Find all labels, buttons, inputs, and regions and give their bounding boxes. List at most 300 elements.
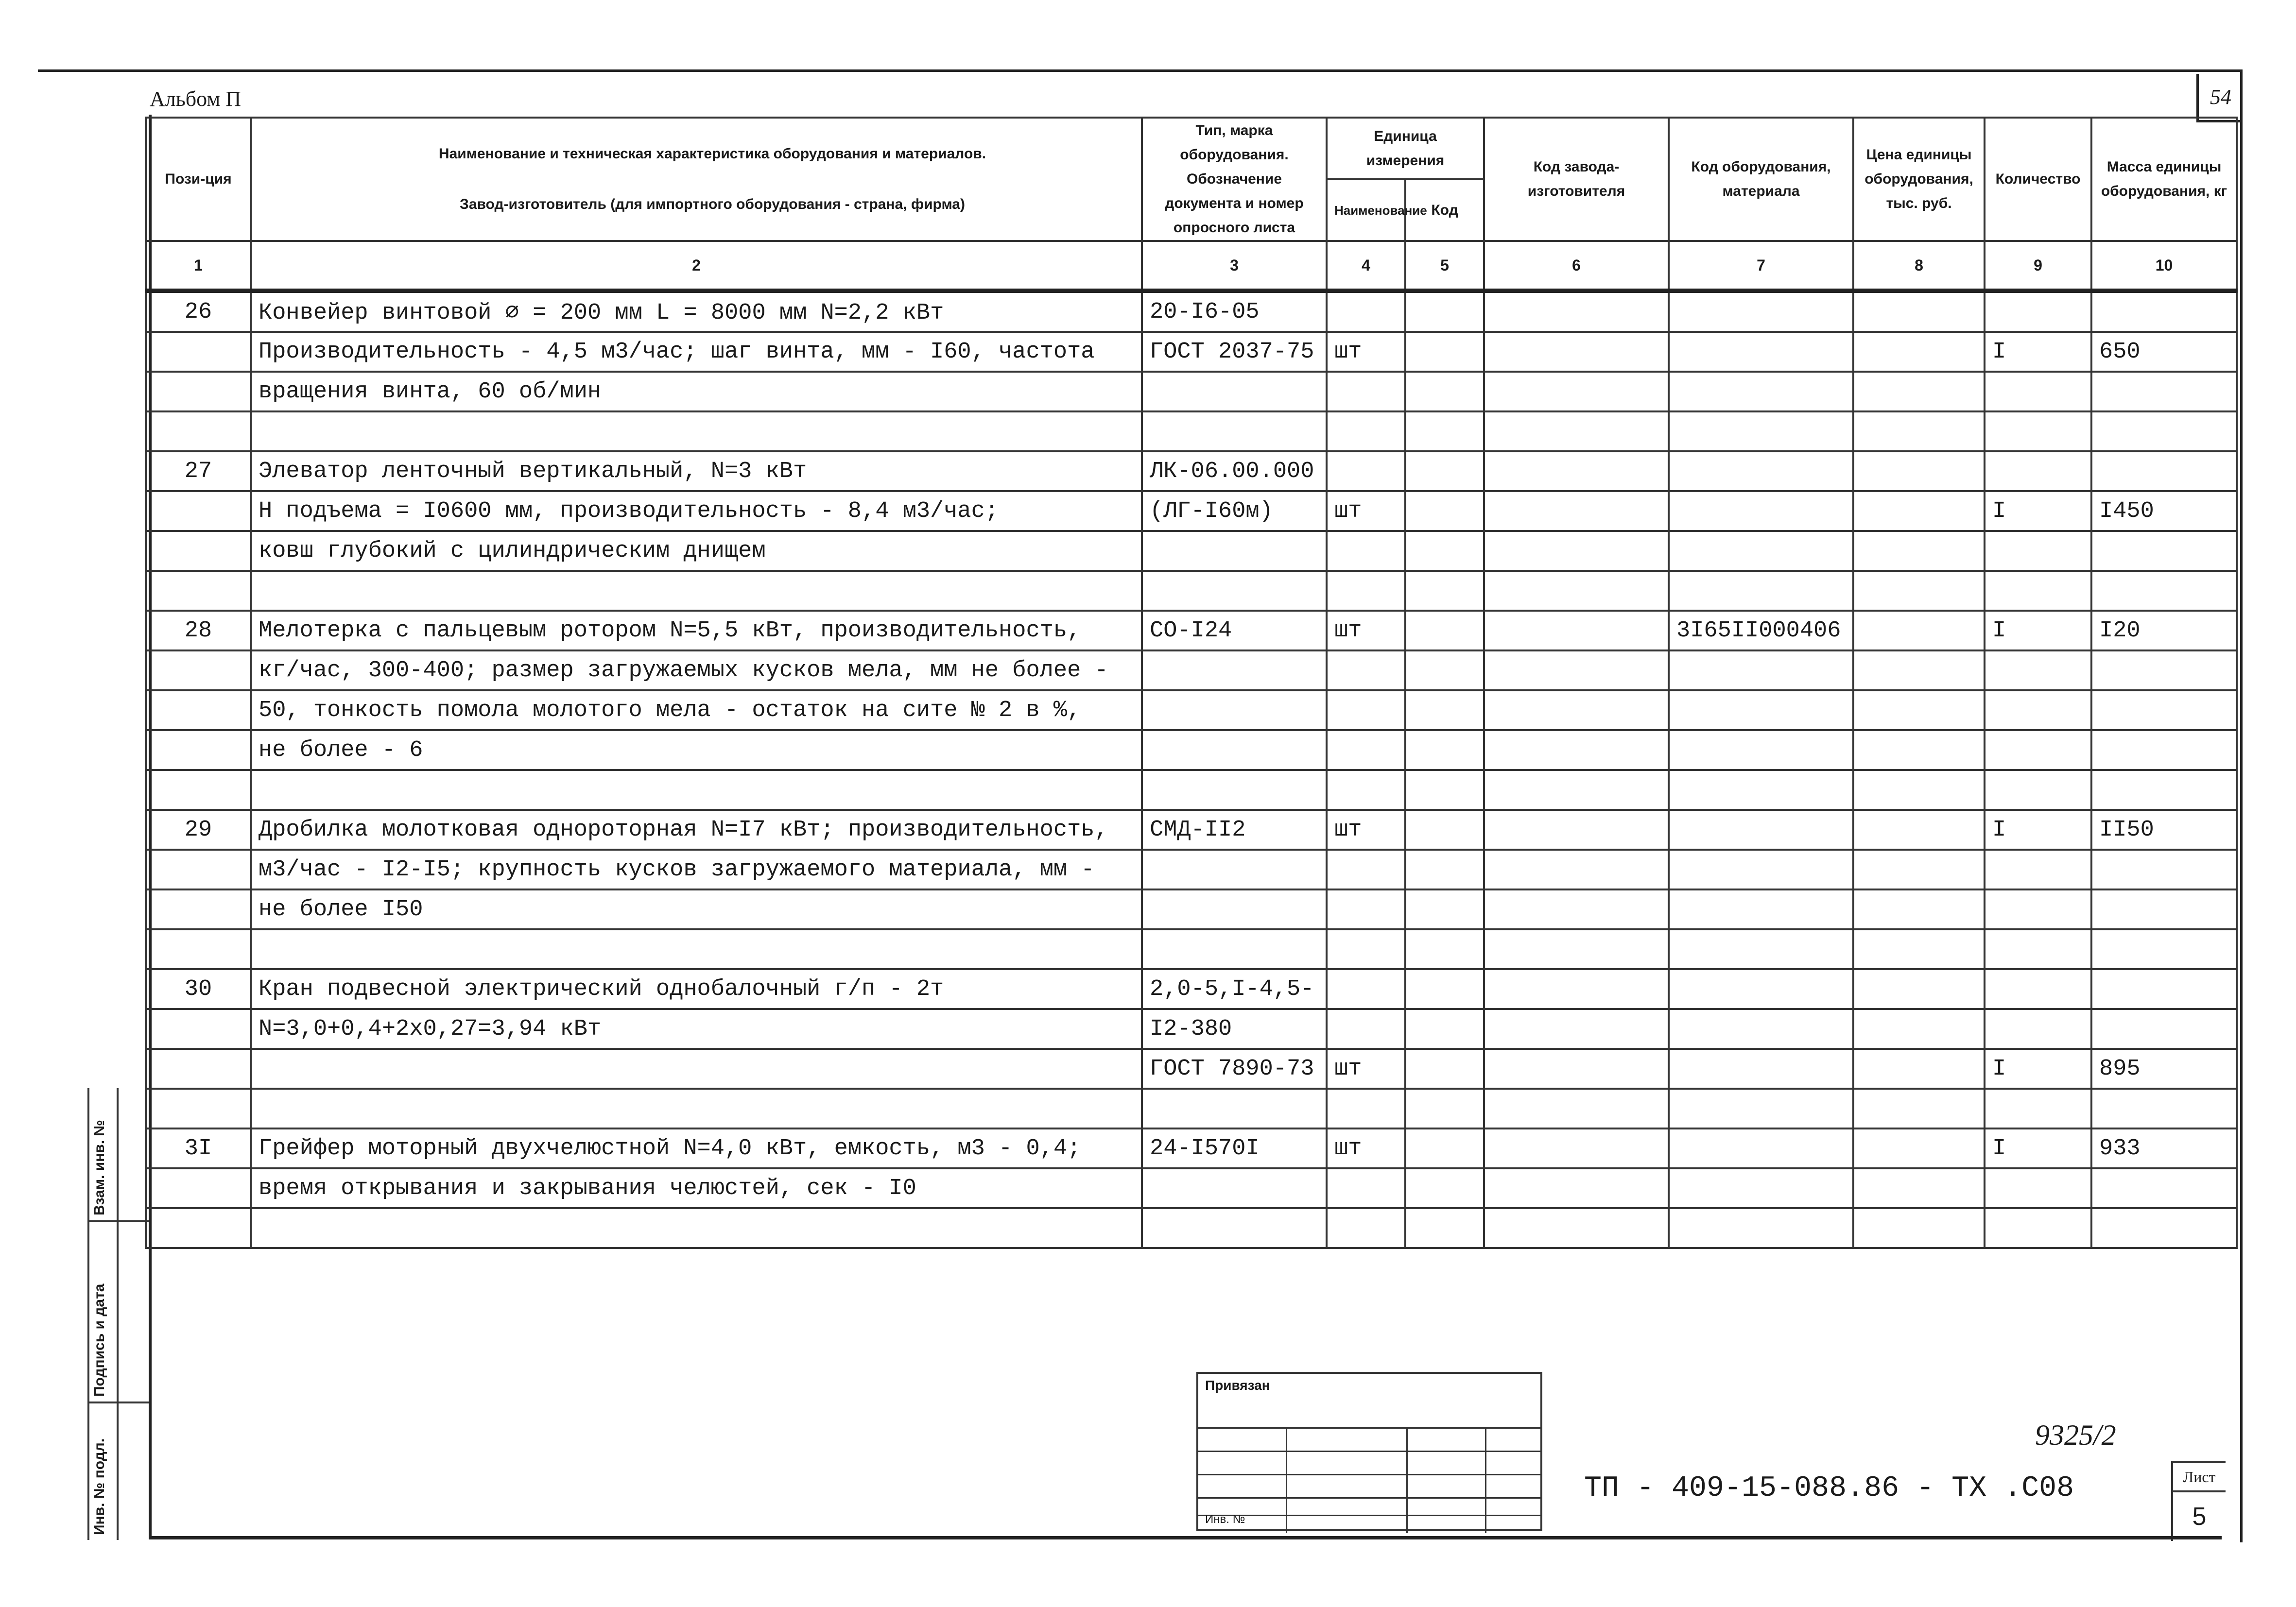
- sidebar-divider: [87, 1402, 149, 1403]
- cell-pos: [146, 332, 251, 372]
- cell-unit: шт: [1327, 1128, 1405, 1168]
- cell-code7: [1669, 491, 1853, 531]
- cell-name: Кран подвесной электрический однобалочный г/п - 2т: [251, 969, 1142, 1009]
- cell-price: [1853, 770, 1985, 810]
- table-row: [146, 372, 2237, 411]
- cell-type: [1142, 1089, 1327, 1128]
- cell-code6: [1484, 850, 1669, 889]
- column-number-row: [146, 241, 2237, 291]
- col-num: 2: [251, 241, 1142, 291]
- stamp-label: Привязан: [1205, 1378, 1270, 1393]
- cell-unit: [1327, 451, 1405, 491]
- cell-mass: 895: [2091, 1049, 2237, 1089]
- cell-type: СМД-II2: [1142, 810, 1327, 850]
- cell-mass: [2091, 650, 2237, 690]
- project-code: 9325/2: [2035, 1419, 2116, 1451]
- cell-type: 24-I570I: [1142, 1128, 1327, 1168]
- cell-code6: [1484, 690, 1669, 730]
- cell-pos: 26: [146, 291, 251, 332]
- table-row: [146, 730, 2237, 770]
- cell-type: СО-I24: [1142, 611, 1327, 650]
- cell-code6: [1484, 889, 1669, 929]
- header-mass: Масса единицы оборудования, кг: [2091, 118, 2237, 241]
- cell-code6: [1484, 650, 1669, 690]
- table-row: [146, 531, 2237, 571]
- cell-name: время открывания и закрывания челюстей, сек - I0: [251, 1168, 1142, 1208]
- cell-pos: [146, 491, 251, 531]
- table-row: [146, 451, 2237, 491]
- cell-type: [1142, 1208, 1327, 1248]
- cell-price: [1853, 929, 1985, 969]
- cell-qty: [1985, 1208, 2091, 1248]
- cell-code7: [1669, 810, 1853, 850]
- table-body: [146, 291, 2237, 1248]
- cell-code6: [1484, 411, 1669, 451]
- cell-name: Элеватор ленточный вертикальный, N=3 кВт: [251, 451, 1142, 491]
- cell-qty: I: [1985, 491, 2091, 531]
- header-qty: Количество: [1985, 118, 2091, 241]
- table-row: [146, 889, 2237, 929]
- cell-code5: [1405, 1009, 1484, 1049]
- cell-price: [1853, 372, 1985, 411]
- cell-name: не более I50: [251, 889, 1142, 929]
- table-row: [146, 332, 2237, 372]
- cell-code6: [1484, 1128, 1669, 1168]
- cell-name: [251, 1049, 1142, 1089]
- cell-type: [1142, 929, 1327, 969]
- cell-code7: [1669, 969, 1853, 1009]
- cell-type: [1142, 1168, 1327, 1208]
- table-row: [146, 571, 2237, 611]
- cell-code5: [1405, 571, 1484, 611]
- cell-code5: [1405, 650, 1484, 690]
- cell-code7: [1669, 1089, 1853, 1128]
- cell-unit: шт: [1327, 491, 1405, 531]
- cell-unit: [1327, 1089, 1405, 1128]
- cell-type: [1142, 730, 1327, 770]
- header-unit-code: Код: [1405, 179, 1484, 241]
- cell-pos: [146, 1009, 251, 1049]
- cell-type: [1142, 650, 1327, 690]
- cell-code6: [1484, 491, 1669, 531]
- cell-qty: I: [1985, 1049, 2091, 1089]
- table-row: [146, 1168, 2237, 1208]
- cell-code5: [1405, 451, 1484, 491]
- cell-name: Производительность - 4,5 м3/час; шаг винта, мм - I60, частота: [251, 332, 1142, 372]
- cell-unit: [1327, 929, 1405, 969]
- cell-price: [1853, 889, 1985, 929]
- cell-name: [251, 571, 1142, 611]
- cell-mass: [2091, 770, 2237, 810]
- table-row: [146, 291, 2237, 332]
- cell-price: [1853, 1009, 1985, 1049]
- col-num: 5: [1405, 241, 1484, 291]
- cell-code5: [1405, 770, 1484, 810]
- cell-type: ГОСТ 2037-75: [1142, 332, 1327, 372]
- cell-unit: [1327, 650, 1405, 690]
- cell-qty: [1985, 1089, 2091, 1128]
- cell-price: [1853, 850, 1985, 889]
- cell-code5: [1405, 1168, 1484, 1208]
- cell-name: не более - 6: [251, 730, 1142, 770]
- cell-price: [1853, 611, 1985, 650]
- cell-unit: [1327, 372, 1405, 411]
- cell-code7: [1669, 650, 1853, 690]
- cell-code6: [1484, 770, 1669, 810]
- cell-code6: [1484, 1009, 1669, 1049]
- col-num: 1: [146, 241, 251, 291]
- header-type: Тип, марка оборудования. Обозначение документа и номер опросного листа: [1142, 118, 1327, 241]
- cell-unit: [1327, 889, 1405, 929]
- cell-code5: [1405, 531, 1484, 571]
- table-row: [146, 770, 2237, 810]
- table-row: [146, 810, 2237, 850]
- cell-price: [1853, 291, 1985, 332]
- cell-qty: [1985, 1009, 2091, 1049]
- cell-code5: [1405, 889, 1484, 929]
- stamp-line: [1485, 1428, 1486, 1533]
- cell-unit: [1327, 571, 1405, 611]
- cell-type: 2,0-5,I-4,5-: [1142, 969, 1327, 1009]
- cell-mass: [2091, 969, 2237, 1009]
- cell-mass: [2091, 1168, 2237, 1208]
- cell-pos: [146, 850, 251, 889]
- table-row: [146, 1208, 2237, 1248]
- stamp-line: [1198, 1474, 1540, 1475]
- cell-code5: [1405, 332, 1484, 372]
- stamp-line: [1198, 1497, 1540, 1499]
- cell-mass: [2091, 850, 2237, 889]
- cell-code7: [1669, 1049, 1853, 1089]
- cell-code7: [1669, 690, 1853, 730]
- cell-mass: II50: [2091, 810, 2237, 850]
- cell-qty: [1985, 770, 2091, 810]
- cell-unit: [1327, 291, 1405, 332]
- cell-code5: [1405, 491, 1484, 531]
- cell-code6: [1484, 291, 1669, 332]
- cell-code7: [1669, 571, 1853, 611]
- cell-unit: [1327, 690, 1405, 730]
- header-unit-name: Наименование: [1327, 179, 1405, 241]
- cell-unit: шт: [1327, 810, 1405, 850]
- cell-name: 50, тонкость помола молотого мела - остаток на сите № 2 в %,: [251, 690, 1142, 730]
- stamp-inv-label: Инв. №: [1205, 1513, 1245, 1526]
- cell-type: [1142, 411, 1327, 451]
- col-num: 3: [1142, 241, 1327, 291]
- header-equip-code: Код оборудования, материала: [1669, 118, 1853, 241]
- cell-pos: [146, 1168, 251, 1208]
- stamp-line: [1198, 1427, 1540, 1429]
- cell-mass: 933: [2091, 1128, 2237, 1168]
- stamp-line: [1198, 1451, 1540, 1452]
- cell-mass: [2091, 730, 2237, 770]
- cell-price: [1853, 1208, 1985, 1248]
- cell-pos: [146, 650, 251, 690]
- cell-code7: 3I65II000406: [1669, 611, 1853, 650]
- cell-qty: [1985, 690, 2091, 730]
- table-row: [146, 690, 2237, 730]
- cell-qty: [1985, 650, 2091, 690]
- cell-price: [1853, 969, 1985, 1009]
- cell-code5: [1405, 1049, 1484, 1089]
- cell-price: [1853, 1128, 1985, 1168]
- cell-unit: [1327, 1168, 1405, 1208]
- cell-name: [251, 1208, 1142, 1248]
- cell-code5: [1405, 291, 1484, 332]
- cell-mass: I450: [2091, 491, 2237, 531]
- cell-name: Мелотерка с пальцевым ротором N=5,5 кВт, производительность,: [251, 611, 1142, 650]
- cell-pos: [146, 690, 251, 730]
- cell-price: [1853, 491, 1985, 531]
- cell-price: [1853, 810, 1985, 850]
- cell-code6: [1484, 929, 1669, 969]
- cell-name: [251, 929, 1142, 969]
- cell-qty: [1985, 969, 2091, 1009]
- cell-qty: [1985, 850, 2091, 889]
- cell-qty: I: [1985, 332, 2091, 372]
- cell-code6: [1484, 969, 1669, 1009]
- cell-pos: [146, 1049, 251, 1089]
- cell-type: (ЛГ-I60м): [1142, 491, 1327, 531]
- table-row: [146, 929, 2237, 969]
- cell-code5: [1405, 372, 1484, 411]
- header-name-line1: Наименование и техническая характеристика оборудования и материалов.: [438, 146, 986, 162]
- cell-code5: [1405, 1128, 1484, 1168]
- cell-code7: [1669, 1208, 1853, 1248]
- cell-pos: [146, 411, 251, 451]
- cell-unit: [1327, 770, 1405, 810]
- header-name: [251, 118, 1142, 241]
- cell-name: Дробилка молотковая однороторная N=I7 кВт; производительность,: [251, 810, 1142, 850]
- cell-unit: шт: [1327, 611, 1405, 650]
- cell-price: [1853, 332, 1985, 372]
- cell-name: [251, 411, 1142, 451]
- cell-price: [1853, 690, 1985, 730]
- cell-type: I2-380: [1142, 1009, 1327, 1049]
- table-row: [146, 491, 2237, 531]
- sheet-box: [2171, 1461, 2226, 1541]
- table-row: [146, 1009, 2237, 1049]
- cell-mass: [2091, 531, 2237, 571]
- album-title: Альбом П: [150, 87, 241, 111]
- cell-mass: [2091, 889, 2237, 929]
- cell-pos: 3I: [146, 1128, 251, 1168]
- cell-qty: [1985, 411, 2091, 451]
- cell-name: [251, 770, 1142, 810]
- cell-code5: [1405, 929, 1484, 969]
- document-number: ТП - 409-15-088.86 - ТХ .С08: [1584, 1472, 2074, 1505]
- cell-code7: [1669, 850, 1853, 889]
- cell-mass: [2091, 1009, 2237, 1049]
- cell-name: вращения винта, 60 об/мин: [251, 372, 1142, 411]
- cell-price: [1853, 411, 1985, 451]
- cell-qty: I: [1985, 611, 2091, 650]
- cell-pos: 28: [146, 611, 251, 650]
- cell-code7: [1669, 730, 1853, 770]
- cell-qty: [1985, 372, 2091, 411]
- cell-code6: [1484, 730, 1669, 770]
- cell-mass: [2091, 451, 2237, 491]
- cell-mass: [2091, 571, 2237, 611]
- cell-price: [1853, 650, 1985, 690]
- sidebar-inv-original: Инв. № подл.: [91, 1438, 107, 1535]
- sidebar-line: [117, 1088, 119, 1540]
- cell-code5: [1405, 730, 1484, 770]
- cell-code6: [1484, 531, 1669, 571]
- cell-name: Н подъема = I0600 мм, производительность - 8,4 м3/час;: [251, 491, 1142, 531]
- cell-pos: [146, 889, 251, 929]
- cell-mass: I20: [2091, 611, 2237, 650]
- cell-unit: [1327, 531, 1405, 571]
- cell-pos: [146, 770, 251, 810]
- sidebar-line: [87, 1088, 89, 1540]
- table-row: [146, 611, 2237, 650]
- cell-price: [1853, 571, 1985, 611]
- cell-unit: [1327, 411, 1405, 451]
- cell-pos: [146, 929, 251, 969]
- cell-type: ЛК-06.00.000: [1142, 451, 1327, 491]
- cell-qty: I: [1985, 1128, 2091, 1168]
- binding-stamp: [1196, 1372, 1542, 1531]
- cell-code5: [1405, 690, 1484, 730]
- cell-code5: [1405, 969, 1484, 1009]
- cell-pos: [146, 372, 251, 411]
- cell-code7: [1669, 531, 1853, 571]
- cell-mass: [2091, 1089, 2237, 1128]
- cell-name: Конвейер винтовой ∅ = 200 мм L = 8000 мм N=2,2 кВт: [251, 291, 1142, 332]
- cell-code5: [1405, 850, 1484, 889]
- cell-mass: [2091, 690, 2237, 730]
- cell-price: [1853, 531, 1985, 571]
- cell-pos: [146, 571, 251, 611]
- cell-qty: [1985, 291, 2091, 332]
- cell-code5: [1405, 810, 1484, 850]
- header-unit: Единица измерения: [1327, 118, 1484, 179]
- cell-type: [1142, 531, 1327, 571]
- cell-code7: [1669, 770, 1853, 810]
- header-name-line2: Завод-изготовитель (для импортного оборудования - страна, фирма): [460, 196, 965, 212]
- col-num: 4: [1327, 241, 1405, 291]
- cell-code6: [1484, 571, 1669, 611]
- table-row: [146, 850, 2237, 889]
- cell-price: [1853, 730, 1985, 770]
- cell-qty: I: [1985, 810, 2091, 850]
- cell-qty: [1985, 929, 2091, 969]
- sidebar-divider: [87, 1220, 149, 1222]
- cell-pos: 30: [146, 969, 251, 1009]
- cell-code6: [1484, 611, 1669, 650]
- cell-unit: [1327, 1009, 1405, 1049]
- cell-code7: [1669, 332, 1853, 372]
- cell-code7: [1669, 1128, 1853, 1168]
- col-num: 10: [2091, 241, 2237, 291]
- sheet-label: Лист: [2173, 1463, 2226, 1492]
- table-row: [146, 650, 2237, 690]
- cell-code7: [1669, 291, 1853, 332]
- table-row: [146, 969, 2237, 1009]
- stamp-line: [1406, 1428, 1408, 1533]
- cell-name: кг/час, 300-400; размер загружаемых кусков мела, мм не более -: [251, 650, 1142, 690]
- cell-code6: [1484, 1089, 1669, 1128]
- col-num: 6: [1484, 241, 1669, 291]
- cell-qty: [1985, 1168, 2091, 1208]
- cell-code6: [1484, 810, 1669, 850]
- cell-type: [1142, 889, 1327, 929]
- cell-unit: [1327, 1208, 1405, 1248]
- col-num: 8: [1853, 241, 1985, 291]
- cell-price: [1853, 451, 1985, 491]
- cell-mass: [2091, 929, 2237, 969]
- table-row: [146, 1089, 2237, 1128]
- cell-qty: [1985, 889, 2091, 929]
- corner-sheet-number: 54: [2196, 74, 2243, 122]
- stamp-line: [1198, 1515, 1540, 1516]
- cell-pos: 27: [146, 451, 251, 491]
- header-plant-code: Код завода-изготовителя: [1484, 118, 1669, 241]
- cell-code6: [1484, 1208, 1669, 1248]
- equipment-table: [145, 117, 2238, 1249]
- cell-code5: [1405, 1089, 1484, 1128]
- cell-pos: [146, 531, 251, 571]
- cell-qty: [1985, 571, 2091, 611]
- cell-type: [1142, 850, 1327, 889]
- cell-pos: [146, 730, 251, 770]
- cell-unit: [1327, 730, 1405, 770]
- sidebar-signature-date: Подпись и дата: [91, 1283, 107, 1397]
- cell-code7: [1669, 411, 1853, 451]
- cell-qty: [1985, 451, 2091, 491]
- col-num: 9: [1985, 241, 2091, 291]
- cell-code6: [1484, 332, 1669, 372]
- sheet-number: 5: [2192, 1503, 2207, 1531]
- cell-name: м3/час - I2-I5; крупность кусков загружаемого материала, мм -: [251, 850, 1142, 889]
- header-price: Цена единицы оборудования, тыс. руб.: [1853, 118, 1985, 241]
- cell-code5: [1405, 411, 1484, 451]
- cell-type: ГОСТ 7890-73: [1142, 1049, 1327, 1089]
- cell-qty: [1985, 730, 2091, 770]
- cell-code6: [1484, 1168, 1669, 1208]
- cell-mass: [2091, 1208, 2237, 1248]
- cell-type: [1142, 770, 1327, 810]
- cell-type: [1142, 690, 1327, 730]
- cell-name: N=3,0+0,4+2х0,27=3,94 кВт: [251, 1009, 1142, 1049]
- cell-code6: [1484, 1049, 1669, 1089]
- table-row: [146, 411, 2237, 451]
- approval-sidebar: [87, 1088, 149, 1540]
- sidebar-replace-inv: Взам. инв. №: [91, 1120, 107, 1215]
- cell-code7: [1669, 1168, 1853, 1208]
- stamp-line: [1286, 1428, 1287, 1533]
- cell-mass: [2091, 372, 2237, 411]
- cell-code5: [1405, 611, 1484, 650]
- header-pos: Пози-ция: [146, 118, 251, 241]
- cell-mass: [2091, 411, 2237, 451]
- col-num: 7: [1669, 241, 1853, 291]
- cell-unit: шт: [1327, 332, 1405, 372]
- cell-code7: [1669, 451, 1853, 491]
- cell-qty: [1985, 531, 2091, 571]
- cell-pos: 29: [146, 810, 251, 850]
- cell-type: 20-I6-05: [1142, 291, 1327, 332]
- cell-unit: шт: [1327, 1049, 1405, 1089]
- cell-unit: [1327, 969, 1405, 1009]
- cell-type: [1142, 372, 1327, 411]
- cell-code6: [1484, 372, 1669, 411]
- cell-code7: [1669, 929, 1853, 969]
- cell-price: [1853, 1049, 1985, 1089]
- cell-code7: [1669, 372, 1853, 411]
- table-row: [146, 1049, 2237, 1089]
